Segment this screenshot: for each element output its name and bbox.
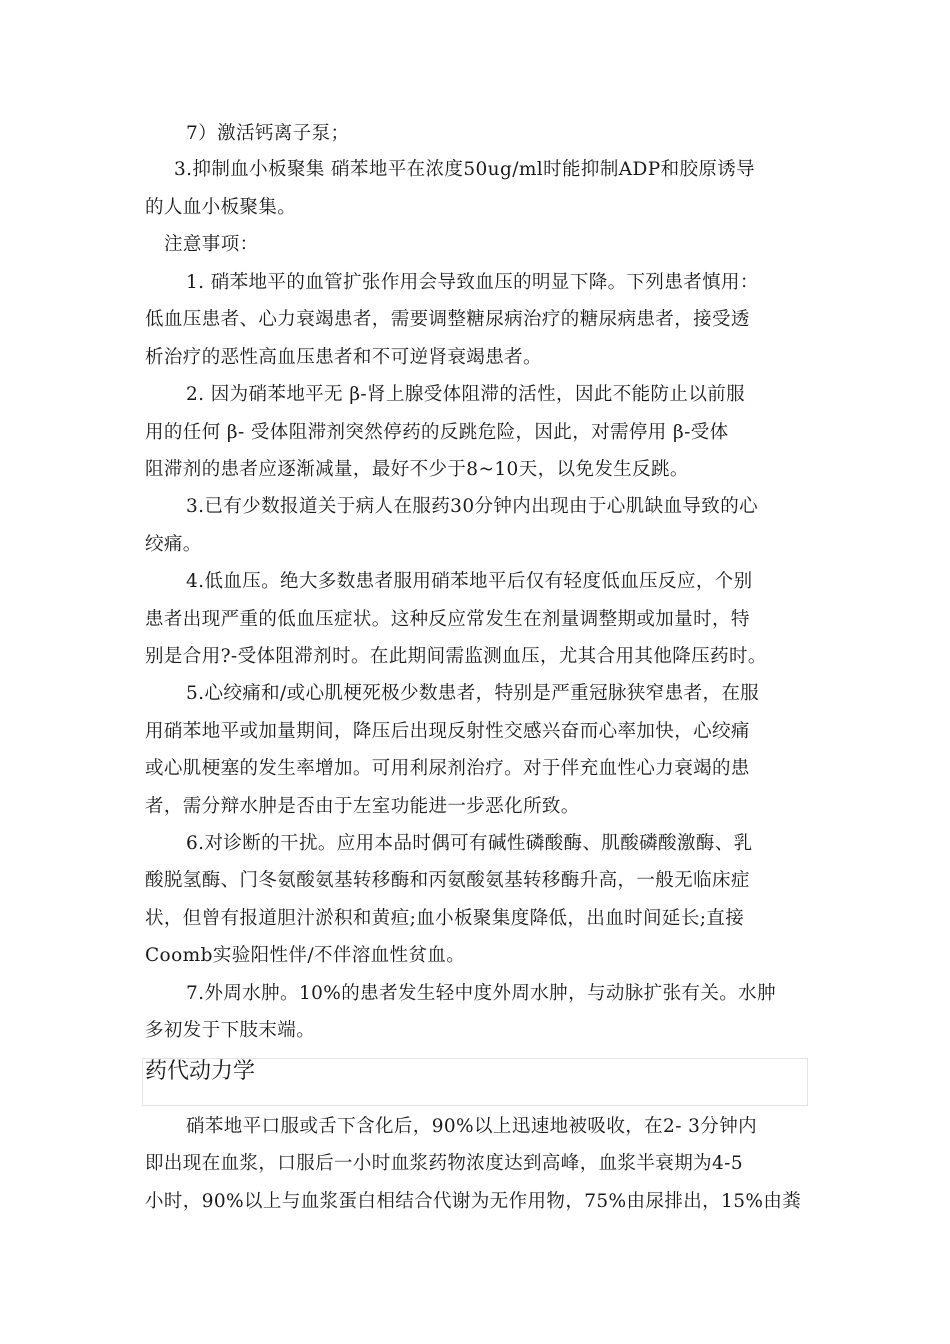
text-line: 低血压患者、心力衰竭患者，需要调整糖尿病治疗的糖尿病患者，接受透 xyxy=(145,309,750,330)
text-line: 4.低血压。绝大多数患者服用硝苯地平后仅有轻度低血压反应，个别 xyxy=(186,571,753,592)
text-line: 状，但曾有报道胆汁淤积和黄疸;血小板聚集度降低，出血时间延长;直接 xyxy=(145,908,745,929)
text-line: 阻滞剂的患者应逐渐减量，最好不少于8~10天，以免发生反跳。 xyxy=(145,459,689,480)
text-line: 小时，90%以上与血浆蛋白相结合代谢为无作用物，75%由尿排出，15%由粪 xyxy=(145,1191,802,1212)
text-line: 3.抑制血小板聚集 硝苯地平在浓度50ug/ml时能抑制ADP和胶原诱导 xyxy=(174,159,756,180)
text-line: 多初发于下肢末端。 xyxy=(145,1020,316,1041)
text-line: 6.对诊断的干扰。应用本品时偶可有碱性磷酸酶、肌酸磷酸激酶、乳 xyxy=(186,833,753,854)
text-line: 酸脱氢酶、门冬氨酸氨基转移酶和丙氨酸氨基转移酶升高，一般无临床症 xyxy=(145,870,750,891)
text-line: 1. 硝苯地平的血管扩张作用会导致血压的明显下降。下列患者慎用： xyxy=(186,272,759,293)
text-line: 绞痛。 xyxy=(145,534,202,555)
text-line: 用硝苯地平或加量期间，降压后出现反射性交感兴奋而心率加快，心绞痛 xyxy=(145,721,750,742)
text-line: 别是合用?-受体阻滞剂时。在此期间需监测血压，尤其合用其他降压药时。 xyxy=(145,646,767,667)
text-line: 即出现在血浆，口服后一小时血浆药物浓度达到高峰，血浆半衰期为4-5 xyxy=(145,1153,743,1174)
text-line: 患者出现严重的低血压症状。这种反应常发生在剂量调整期或加量时，特 xyxy=(145,609,750,630)
text-line: 3.已有少数报道关于病人在服药30分钟内出现由于心肌缺血导致的心 xyxy=(186,496,758,517)
section-label: 注意事项： xyxy=(164,234,259,255)
text-line: 的人血小板聚集。 xyxy=(145,197,297,218)
text-line: 用的任何 β- 受体阻滞剂突然停药的反跳危险，因此，对需停用 β-受体 xyxy=(145,422,729,443)
text-line: 5.心绞痛和/或心肌梗死极少数患者，特别是严重冠脉狭窄患者，在服 xyxy=(186,683,760,704)
text-line: 者，需分辩水肿是否由于左室功能进一步恶化所致。 xyxy=(145,796,580,817)
section-heading-box xyxy=(142,1058,808,1106)
text-line: 2. 因为硝苯地平无 β-肾上腺受体阻滞的活性，因此不能防止以前服 xyxy=(186,384,746,405)
text-line: Coomb实验阳性伴/不伴溶血性贫血。 xyxy=(145,945,466,966)
text-line: 7）激活钙离子泵； xyxy=(186,123,350,144)
text-line: 硝苯地平口服或舌下含化后，90%以上迅速地被吸收，在2- 3分钟内 xyxy=(186,1116,757,1137)
section-heading: 药代动力学 xyxy=(145,1059,256,1084)
text-line: 析治疗的恶性高血压患者和不可逆肾衰竭患者。 xyxy=(145,347,542,368)
text-line: 或心肌梗塞的发生率增加。可用利尿剂治疗。对于伴充血性心力衰竭的患 xyxy=(145,758,750,779)
text-line: 7.外周水肿。10%的患者发生轻中度外周水肿，与动脉扩张有关。水肿 xyxy=(186,983,776,1004)
